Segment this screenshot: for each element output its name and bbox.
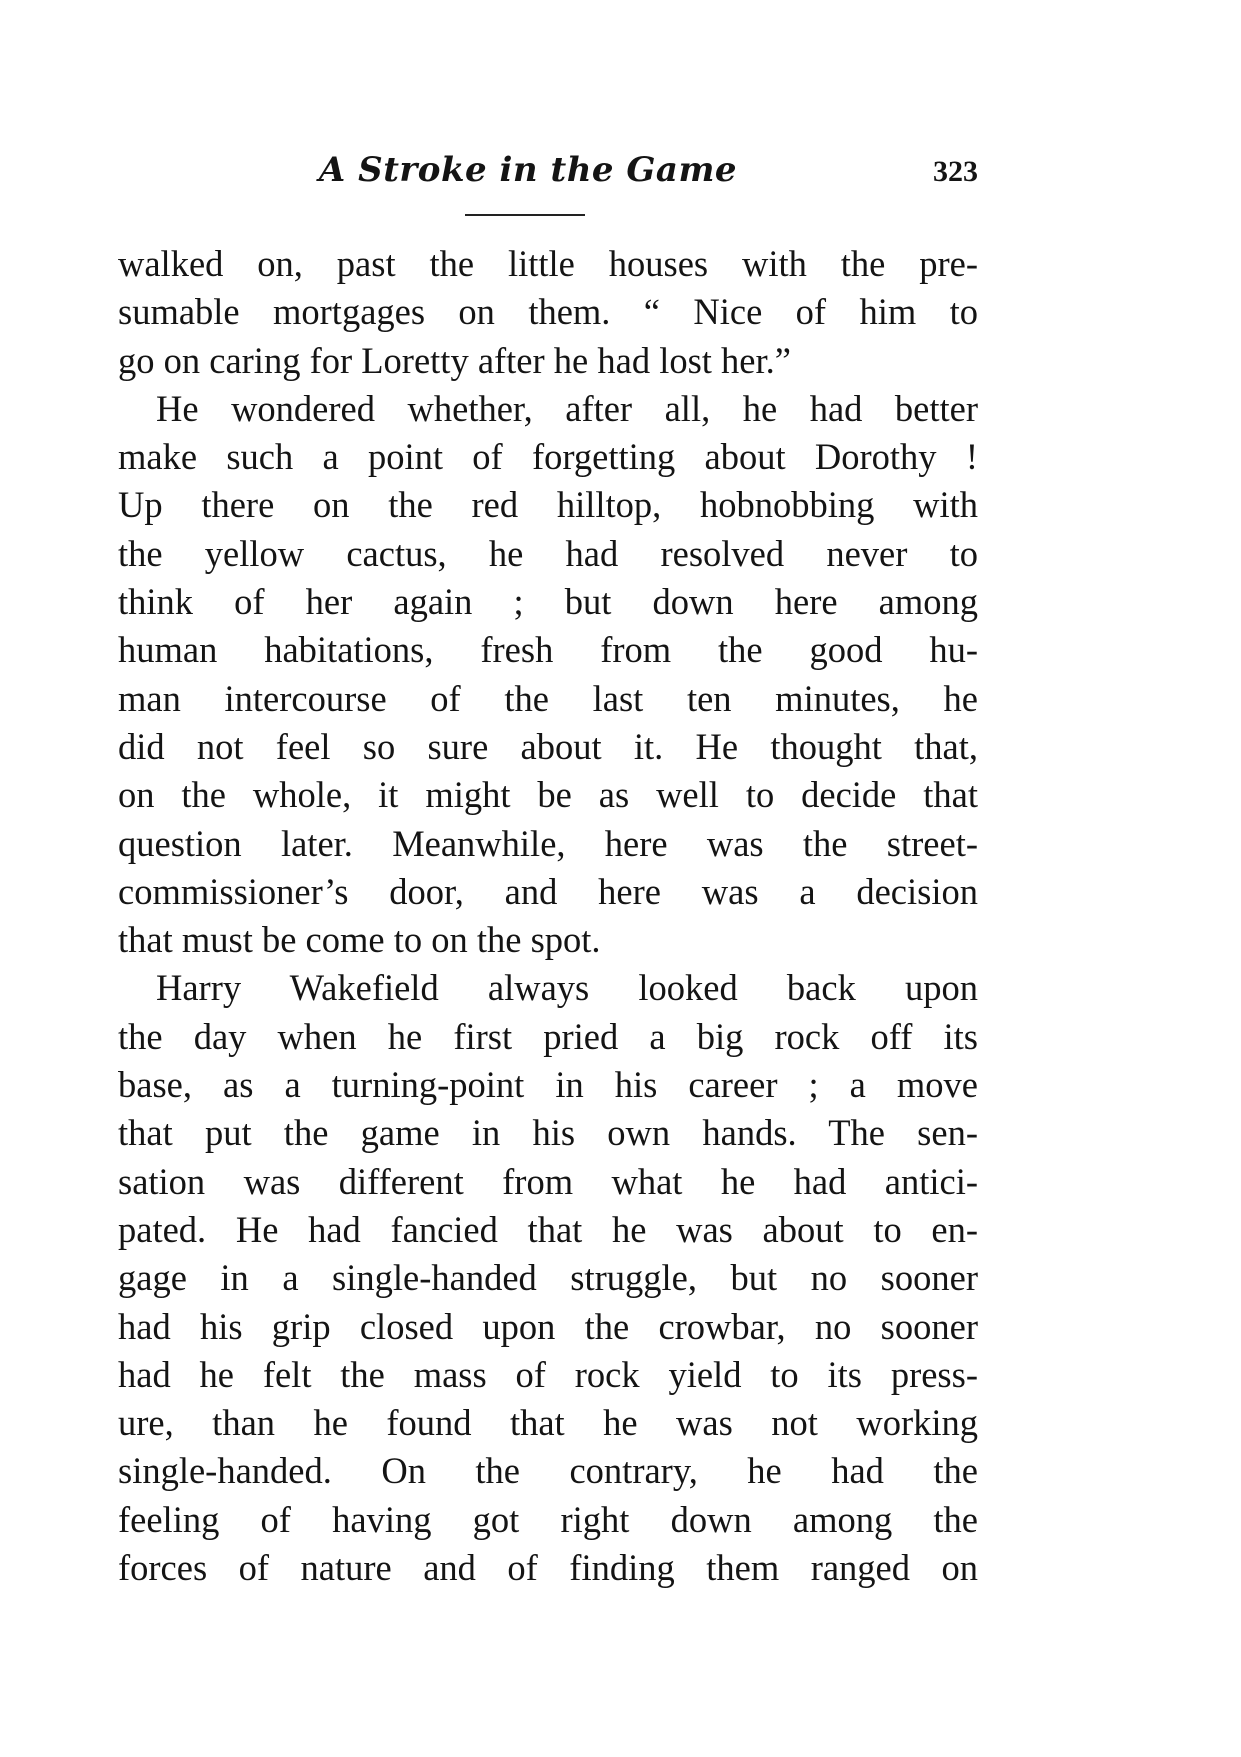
text-line: had he felt the mass of rock yield to its press- (118, 1353, 978, 1395)
text-line: base, as a turning-point in his career ; a move (118, 1064, 978, 1106)
text-line: man intercourse of the last ten minutes, he (118, 677, 978, 719)
text-line: the yellow cactus, he had resolved never to (118, 532, 978, 574)
text-line: pated. He had fancied that he was about to en- (118, 1208, 978, 1250)
body-text (118, 240, 978, 1592)
text-line: did not feel so sure about it. He thought that, (118, 725, 978, 767)
text-line: on the whole, it might be as well to decide that (118, 774, 978, 816)
header-rule (465, 214, 585, 216)
text-line: that put the game in his own hands. The sen- (118, 1112, 978, 1154)
text-line: had his grip closed upon the crowbar, no sooner (118, 1305, 978, 1347)
text-line: go on caring for Loretty after he had lost her.” (118, 339, 791, 381)
text-line: sation was different from what he had antici- (118, 1160, 978, 1202)
text-line: single-handed. On the contrary, he had the (118, 1450, 978, 1492)
text-line: ure, than he found that he was not working (118, 1402, 978, 1444)
text-line: commissioner’s door, and here was a decision (118, 870, 978, 912)
text-line: question later. Meanwhile, here was the street- (118, 822, 978, 864)
text-line: the day when he first pried a big rock off its (118, 1015, 978, 1057)
running-title: A Stroke in the Game (318, 150, 738, 190)
paragraph-first-line: Harry Wakefield always looked back upon (156, 967, 978, 1009)
paragraph-first-line: He wondered whether, after all, he had better (156, 387, 978, 429)
text-line: Up there on the red hilltop, hobnobbing with (118, 484, 978, 526)
text-line: gage in a single-handed struggle, but no sooner (118, 1257, 978, 1299)
text-line: forces of nature and of finding them ranged on (118, 1547, 978, 1589)
text-line: human habitations, fresh from the good hu- (118, 629, 978, 671)
text-line: sumable mortgages on them. “ Nice of him to (118, 291, 978, 333)
text-line: that must be come to on the spot. (118, 919, 601, 961)
text-line: feeling of having got right down among the (118, 1498, 978, 1540)
text-line: make such a point of forgetting about Dorothy ! (118, 436, 978, 478)
running-head (118, 148, 978, 208)
text-line: think of her again ; but down here among (118, 581, 978, 623)
text-line: walked on, past the little houses with the pre- (118, 243, 978, 284)
page-number: 323 (933, 155, 978, 188)
